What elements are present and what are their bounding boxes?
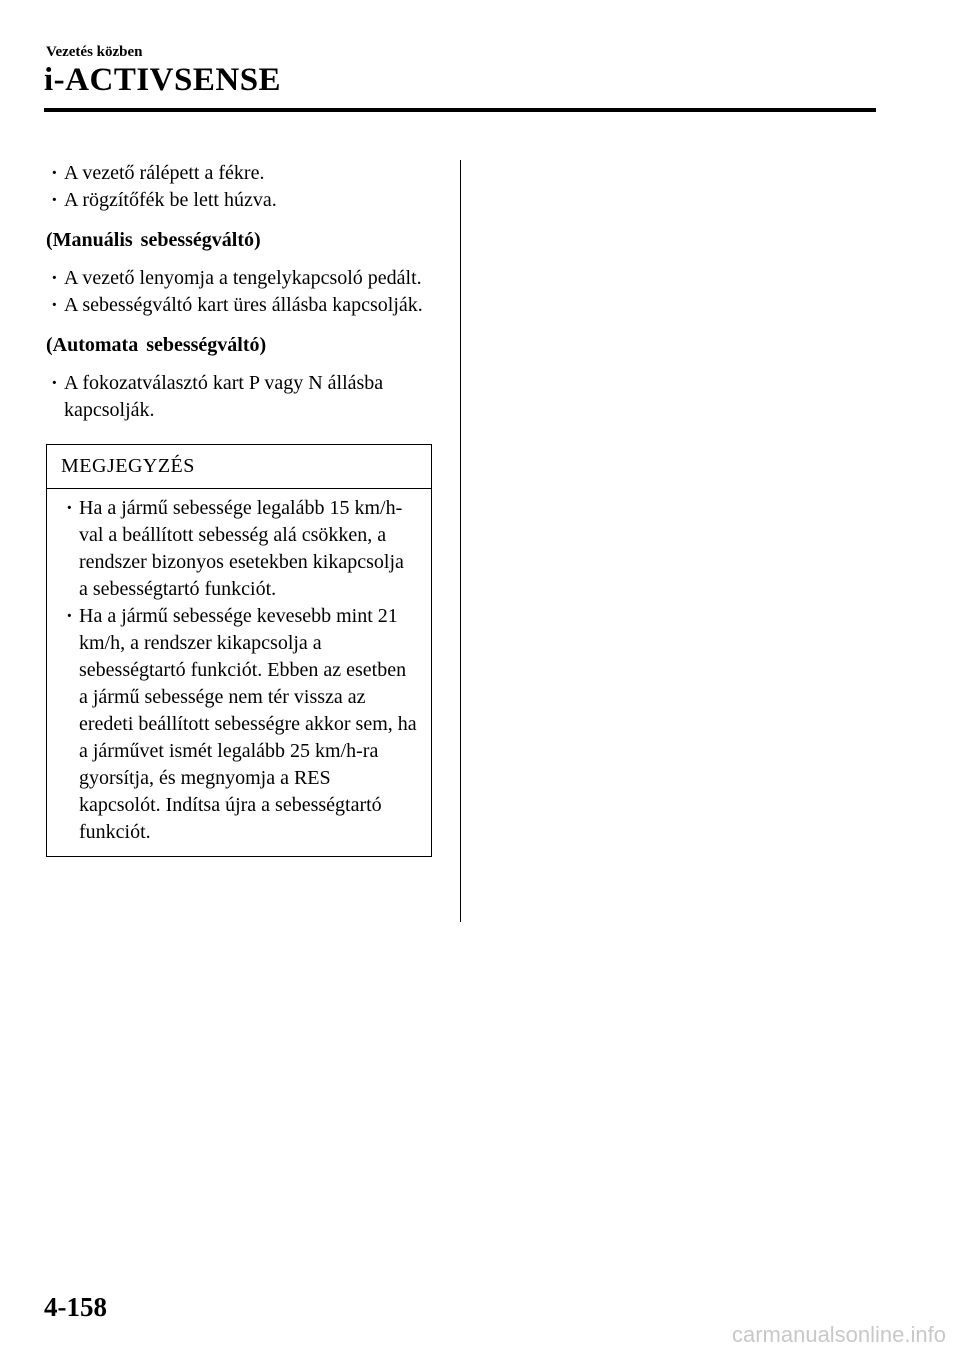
bullet-item: · A sebességváltó kart üres állásba kapcsolják. [46,292,432,319]
bullet-item: · A vezető lenyomja a tengelykapcsoló pedált. [46,265,432,292]
watermark: carmanualsonline.info [731,1322,946,1347]
intro-bullets [46,160,432,214]
manual-heading: (Manuális sebességváltó) [46,229,261,251]
column-divider [460,160,461,922]
note-title: MEGJEGYZÉS [47,445,431,489]
page-number: 4-158 [44,1292,107,1322]
automatic-bullets [46,370,432,424]
bullet-item: · Ha a jármű sebessége legalább 15 km/h-val a beállított sebesség alá csökken, a rendszer bizonyos esetekben kikapcsolja a sebességtartó funkciót. [61,495,417,603]
bullet-item: · Ha a jármű sebessége kevesebb mint 21 km/h, a rendszer kikapcsolja a sebességtartó funkciót. Ebben az esetben a jármű sebessége nem tér vissza az eredeti beállított sebességre akkor sem, ha a járművet ismét legalább 25 km/h-ra gyorsítja, és megnyomja a RES kapcsolót. Indítsa újra a sebességtartó funkciót. [61,603,417,846]
bullet-item: · A fokozatválasztó kart P vagy N állásba kapcsolják. [46,370,432,424]
note-box [46,444,432,857]
chapter-title: i-ACTIVSENSE [44,62,282,98]
header-rule [44,108,876,112]
left-column [46,160,432,857]
note-body [47,489,431,856]
manual-bullets [46,265,432,319]
automatic-heading: (Automata sebességváltó) [46,334,267,356]
section-label: Vezetés közben [46,44,143,60]
bullet-item: · A rögzítőfék be lett húzva. [46,187,432,214]
bullet-item: · A vezető rálépett a fékre. [46,160,432,187]
